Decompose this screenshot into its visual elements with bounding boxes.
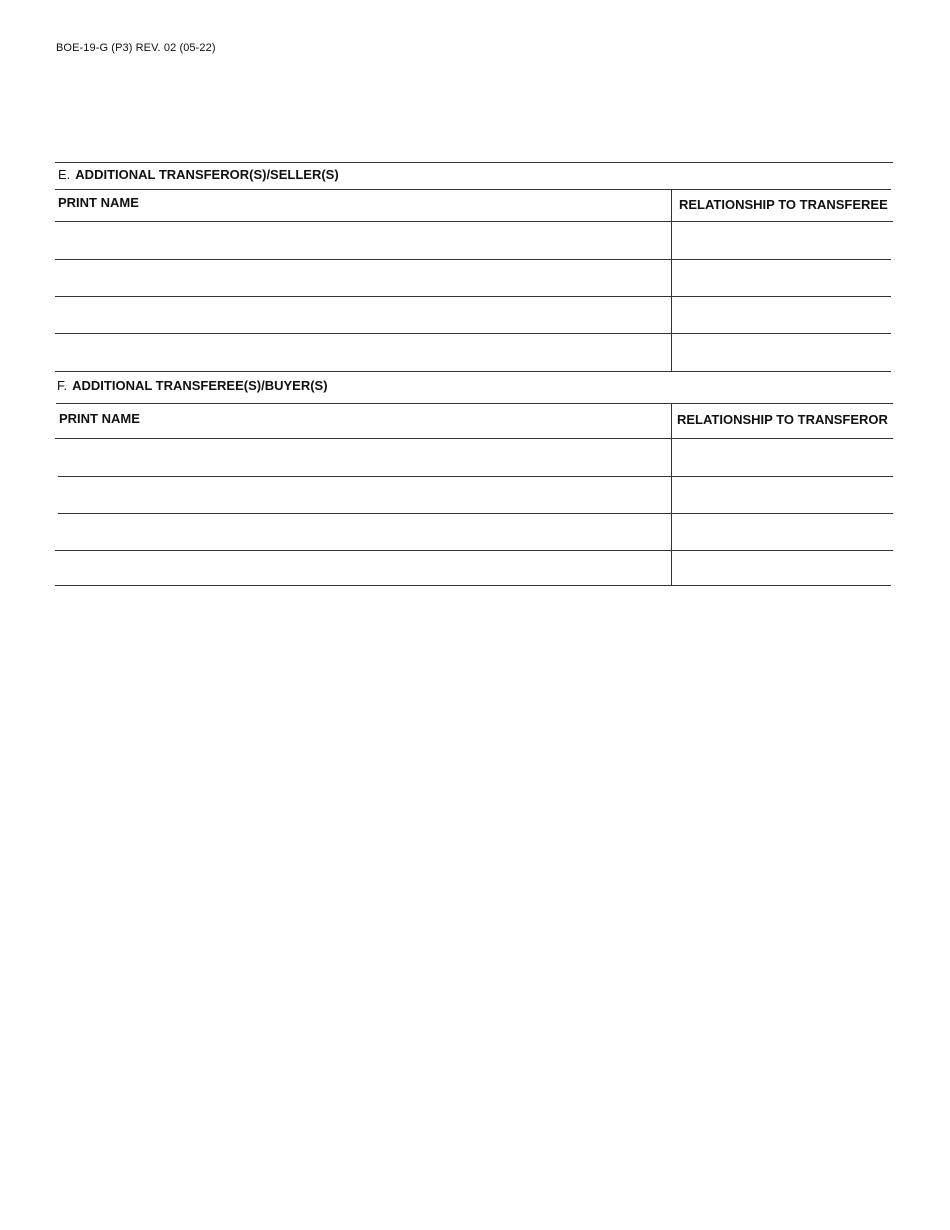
section-f-row-rule (55, 438, 893, 439)
section-e-row-rule (55, 296, 891, 297)
section-e-col-print-name: PRINT NAME (58, 195, 139, 210)
section-f-letter: F. (57, 378, 68, 393)
section-e-top-rule (55, 162, 893, 163)
section-f-header-rule (56, 403, 893, 404)
section-e-header-rule (55, 189, 891, 190)
section-e-name-field-3[interactable] (57, 298, 669, 332)
section-f-col-print-name: PRINT NAME (59, 411, 140, 426)
section-f-name-field-1[interactable] (57, 440, 669, 475)
section-e-relationship-field-2[interactable] (673, 261, 890, 295)
section-e-name-field-2[interactable] (57, 261, 669, 295)
section-f-title (57, 378, 328, 393)
section-f-column-divider (671, 403, 672, 585)
section-e-relationship-field-3[interactable] (673, 298, 890, 332)
section-f-row-rule (58, 476, 893, 477)
section-e-letter: E. (58, 167, 71, 182)
section-e-column-divider (671, 189, 672, 371)
form-code: BOE-19-G (P3) REV. 02 (05-22) (56, 42, 216, 54)
section-f-row-rule (58, 513, 893, 514)
section-e-name-field-1[interactable] (57, 223, 669, 258)
section-e-relationship-field-4[interactable] (673, 335, 890, 370)
section-f-relationship-field-3[interactable] (673, 515, 891, 549)
section-e-row-rule (55, 333, 891, 334)
section-f-name-field-4[interactable] (57, 552, 669, 584)
section-f-name: ADDITIONAL TRANSFEREE(S)/BUYER(S) (72, 378, 328, 393)
section-e-bottom-rule (55, 371, 891, 372)
section-f-name-field-3[interactable] (59, 515, 669, 549)
section-e-row-rule (55, 259, 891, 260)
section-e-col-relationship: RELATIONSHIP TO TRANSFEREE (679, 197, 888, 212)
section-f-relationship-field-4[interactable] (673, 552, 890, 584)
section-f-row-rule (55, 550, 893, 551)
section-e-name-field-4[interactable] (57, 335, 669, 370)
section-f-bottom-rule (55, 585, 891, 586)
section-f-relationship-field-1[interactable] (673, 440, 891, 475)
section-f-name-field-2[interactable] (59, 478, 669, 512)
section-e-relationship-field-1[interactable] (673, 223, 890, 258)
section-e-title (58, 167, 339, 182)
section-f-col-relationship: RELATIONSHIP TO TRANSFEROR (677, 412, 888, 427)
section-f-relationship-field-2[interactable] (673, 478, 891, 512)
section-e-row-rule (55, 221, 893, 222)
section-e-name: ADDITIONAL TRANSFEROR(S)/SELLER(S) (75, 167, 339, 182)
